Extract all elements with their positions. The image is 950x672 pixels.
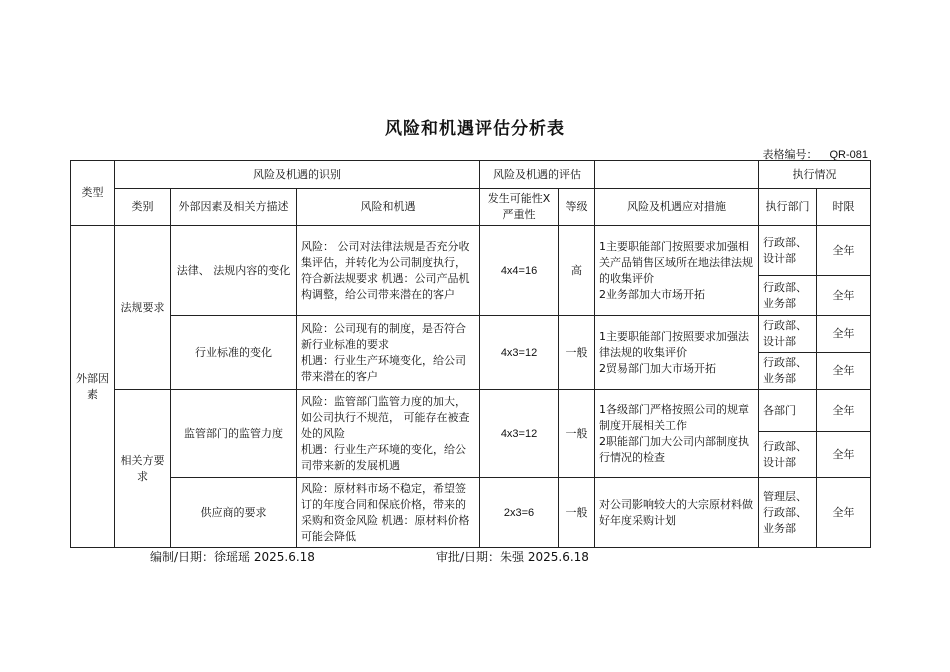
form-number-value: QR-081: [829, 149, 868, 161]
measures-cell: 1主要职能部门按照要求加强法律法规的收集评价 2贸易部门加大市场开拓: [595, 316, 759, 390]
header-category: 类别: [115, 189, 171, 226]
dept-cell: 行政部、设计部: [759, 432, 817, 478]
score-cell: 2x3=6: [480, 478, 559, 548]
deadline-cell: 全年: [817, 432, 871, 478]
dept-cell: 管理层、行政部、业务部: [759, 478, 817, 548]
header-likelihood: 发生可能性X严重性: [480, 189, 559, 226]
category-law: 法规要求: [115, 226, 171, 390]
measures-cell: 1各级部门严格按照公司的规章制度开展相关工作 2职能部门加大公司内部制度执行情况的检查: [595, 390, 759, 478]
level-cell: 一般: [559, 478, 595, 548]
deadline-cell: 全年: [817, 226, 871, 276]
risk-cell: 风险： 公司对法律法规是否充分收集评估，并转化为公司制度执行， 符合新法规要求 机遇：公司产品机构调整，给公司带来潜在的客户: [297, 226, 480, 316]
deadline-cell: 全年: [817, 390, 871, 432]
deadline-cell: 全年: [817, 353, 871, 390]
header-identification: 风险及机遇的识别: [115, 161, 480, 189]
dept-cell: 行政部、设计部: [759, 226, 817, 276]
risk-cell: 风险：监管部门监管力度的加大，如公司执行不规范， 可能存在被查处的风险 机遇：行业生产环境的变化，给公司带来新的发展机遇: [297, 390, 480, 478]
header-deadline: 时限: [817, 189, 871, 226]
factor-cell: 法律、 法规内容的变化: [171, 226, 297, 316]
header-risk-opportunity: 风险和机遇: [297, 189, 480, 226]
document-title: 风险和机遇评估分析表: [385, 119, 565, 139]
type-external: 外部因素: [71, 226, 115, 548]
factor-cell: 行业标准的变化: [171, 316, 297, 390]
deadline-cell: 全年: [817, 276, 871, 316]
dept-cell: 行政部、业务部: [759, 353, 817, 390]
score-cell: 4x3=12: [480, 316, 559, 390]
dept-cell: 各部门: [759, 390, 817, 432]
deadline-cell: 全年: [817, 478, 871, 548]
risk-cell: 风险：公司现有的制度，是否符合新行业标准的要求 机遇：行业生产环境变化，给公司带来潜在的客户: [297, 316, 480, 390]
header-assessment: 风险及机遇的评估: [480, 161, 595, 189]
header-level: 等级: [559, 189, 595, 226]
measures-cell: 1主要职能部门按照要求加强相关产品销售区域所在地法律法规的收集评价 2业务部加大市场开拓: [595, 226, 759, 316]
measures-cell: 对公司影响较大的大宗原材料做好年度采购计划: [595, 478, 759, 548]
category-party: 相关方要求: [115, 390, 171, 548]
level-cell: 一般: [559, 316, 595, 390]
level-cell: 一般: [559, 390, 595, 478]
risk-assessment-table: [70, 160, 871, 548]
header-dept: 执行部门: [759, 189, 817, 226]
score-cell: 4x4=16: [480, 226, 559, 316]
factor-cell: 供应商的要求: [171, 478, 297, 548]
level-cell: 高: [559, 226, 595, 316]
deadline-cell: 全年: [817, 316, 871, 353]
score-cell: 4x3=12: [480, 390, 559, 478]
header-factor: 外部因素及相关方描述: [171, 189, 297, 226]
prepared-by: 编制/日期：徐瑶瑶 2025.6.18: [150, 550, 315, 564]
factor-cell: 监管部门的监管力度: [171, 390, 297, 478]
dept-cell: 行政部、设计部: [759, 316, 817, 353]
form-number-label: 表格编号：: [762, 148, 818, 161]
dept-cell: 行政部、业务部: [759, 276, 817, 316]
header-measures: 风险及机遇应对措施: [595, 189, 759, 226]
header-execution: 执行情况: [759, 161, 871, 189]
header-blank: [595, 161, 759, 189]
risk-cell: 风险：原材料市场不稳定，希望签订的年度合同和保底价格，带来的采购和资金风险 机遇：原材料价格可能会降低: [297, 478, 480, 548]
header-type: 类型: [71, 161, 115, 226]
approved-by: 审批/日期：朱强 2025.6.18: [436, 550, 589, 564]
